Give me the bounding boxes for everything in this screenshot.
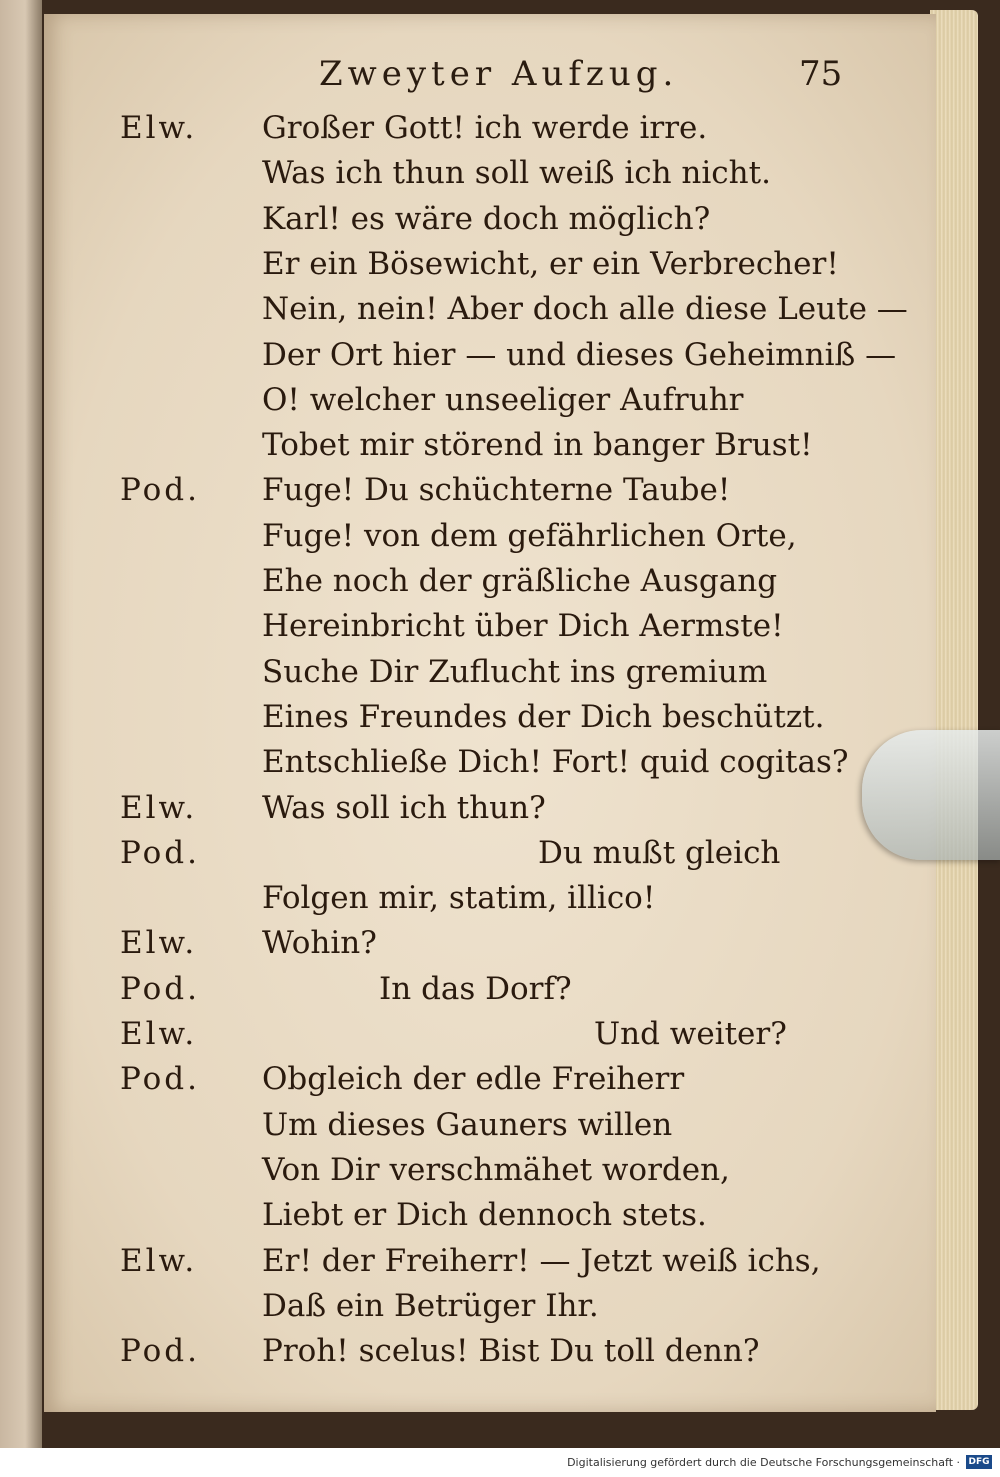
- verse-text: Karl! es wäre doch möglich?: [262, 200, 711, 237]
- speaker-label: Pod.: [120, 1333, 200, 1370]
- verse-text: Und weiter?: [594, 1016, 787, 1052]
- verse-text: O! welcher unseeliger Aufruhr: [262, 381, 744, 418]
- verse-text: Eines Freundes der Dich beschützt.: [262, 698, 825, 735]
- verse-line: [44, 1057, 936, 1101]
- speaker-label: Pod.: [120, 834, 200, 871]
- verse-text: Obgleich der edle Freiherr: [262, 1061, 685, 1098]
- verse-line: [44, 1103, 936, 1147]
- left-page-edge: [0, 0, 42, 1448]
- verse-line: [44, 921, 936, 965]
- verse-line: [44, 1239, 936, 1283]
- verse-text: Folgen mir, statim, illico!: [262, 880, 656, 917]
- verse-text: Tobet mir störend in banger Brust!: [262, 427, 813, 464]
- verse-text: Fuge! Du schüchterne Taube!: [262, 472, 731, 509]
- verse-line: [44, 423, 936, 467]
- verse-line: [44, 151, 936, 195]
- speaker-label: Pod.: [120, 472, 200, 509]
- verse-line: [44, 1012, 936, 1056]
- verse-text: Du mußt gleich: [538, 834, 781, 871]
- verse-line: [44, 786, 936, 830]
- verse-text: Liebt er Dich dennoch stets.: [262, 1197, 707, 1234]
- verse-line: [44, 1329, 936, 1373]
- verse-line: [44, 378, 936, 422]
- verse-text: Der Ort hier — und dieses Geheimniß —: [262, 336, 897, 373]
- verse-line: [44, 333, 936, 377]
- verse-text: Fuge! von dem gefährlichen Orte,: [262, 517, 797, 554]
- verse-text: Nein, nein! Aber doch alle diese Leute —: [262, 291, 908, 328]
- verse-line: [44, 876, 936, 920]
- verse-line: [44, 831, 936, 875]
- dfg-logo: DFG: [966, 1455, 992, 1469]
- verse-text: Ehe noch der gräßliche Ausgang: [262, 563, 778, 599]
- verse-text: In das Dorf?: [379, 970, 572, 1007]
- verse-text: Großer Gott! ich werde irre.: [262, 110, 708, 146]
- verse-line: [44, 106, 936, 150]
- speaker-label: Elw.: [120, 1242, 198, 1279]
- verse-line: [44, 650, 936, 694]
- running-head: [44, 54, 936, 104]
- speaker-label: Elw.: [120, 110, 198, 146]
- verse-text: Er ein Bösewicht, er ein Verbrecher!: [262, 245, 839, 282]
- verse-text: Proh! scelus! Bist Du toll denn?: [262, 1333, 760, 1370]
- verse-text: Hereinbricht über Dich Aermste!: [262, 608, 784, 645]
- verse-text: Daß ein Betrüger Ihr.: [262, 1287, 599, 1324]
- speaker-label: Elw.: [120, 789, 198, 826]
- verse-text: Suche Dir Zuflucht ins gremium: [262, 653, 768, 690]
- verse-text: Was ich thun soll weiß ich nicht.: [262, 155, 771, 192]
- speaker-label: Pod.: [120, 1061, 200, 1098]
- footer-credit: Digitalisierung gefördert durch die Deutsche Forschungsgemeinschaft ·: [567, 1456, 960, 1469]
- verse-line: [44, 604, 936, 648]
- speaker-label: Elw.: [120, 1016, 198, 1052]
- verse-line: [44, 695, 936, 739]
- verse-line: [44, 514, 936, 558]
- verse-text: Er! der Freiherr! — Jetzt weiß ichs,: [262, 1242, 821, 1279]
- verse-line: [44, 1148, 936, 1192]
- page-fore-edge: [930, 10, 978, 1410]
- digitization-footer: [0, 1448, 1000, 1477]
- page-header-title: Zweyter Aufzug.: [319, 54, 679, 94]
- verse-line: [44, 197, 936, 241]
- verse-text: Um dieses Gauners willen: [262, 1106, 673, 1143]
- verse-text: Was soll ich thun?: [262, 789, 546, 826]
- verse-line: [44, 559, 936, 603]
- verse-line: [44, 287, 936, 331]
- speaker-label: Elw.: [120, 925, 198, 962]
- glass-page-clip: [862, 730, 1000, 860]
- verse-line: [44, 1284, 936, 1328]
- verse-line: [44, 242, 936, 286]
- verse-text: Entschließe Dich! Fort! quid cogitas?: [262, 744, 849, 781]
- page-number: 75: [799, 54, 843, 94]
- verse-line: [44, 1193, 936, 1237]
- verse-line: [44, 740, 936, 784]
- verse-text: Von Dir verschmähet worden,: [262, 1151, 730, 1188]
- verse-line: [44, 967, 936, 1011]
- verse-text: Wohin?: [262, 925, 377, 962]
- verse-line: [44, 468, 936, 512]
- book-page: [44, 14, 936, 1412]
- speaker-label: Pod.: [120, 970, 200, 1007]
